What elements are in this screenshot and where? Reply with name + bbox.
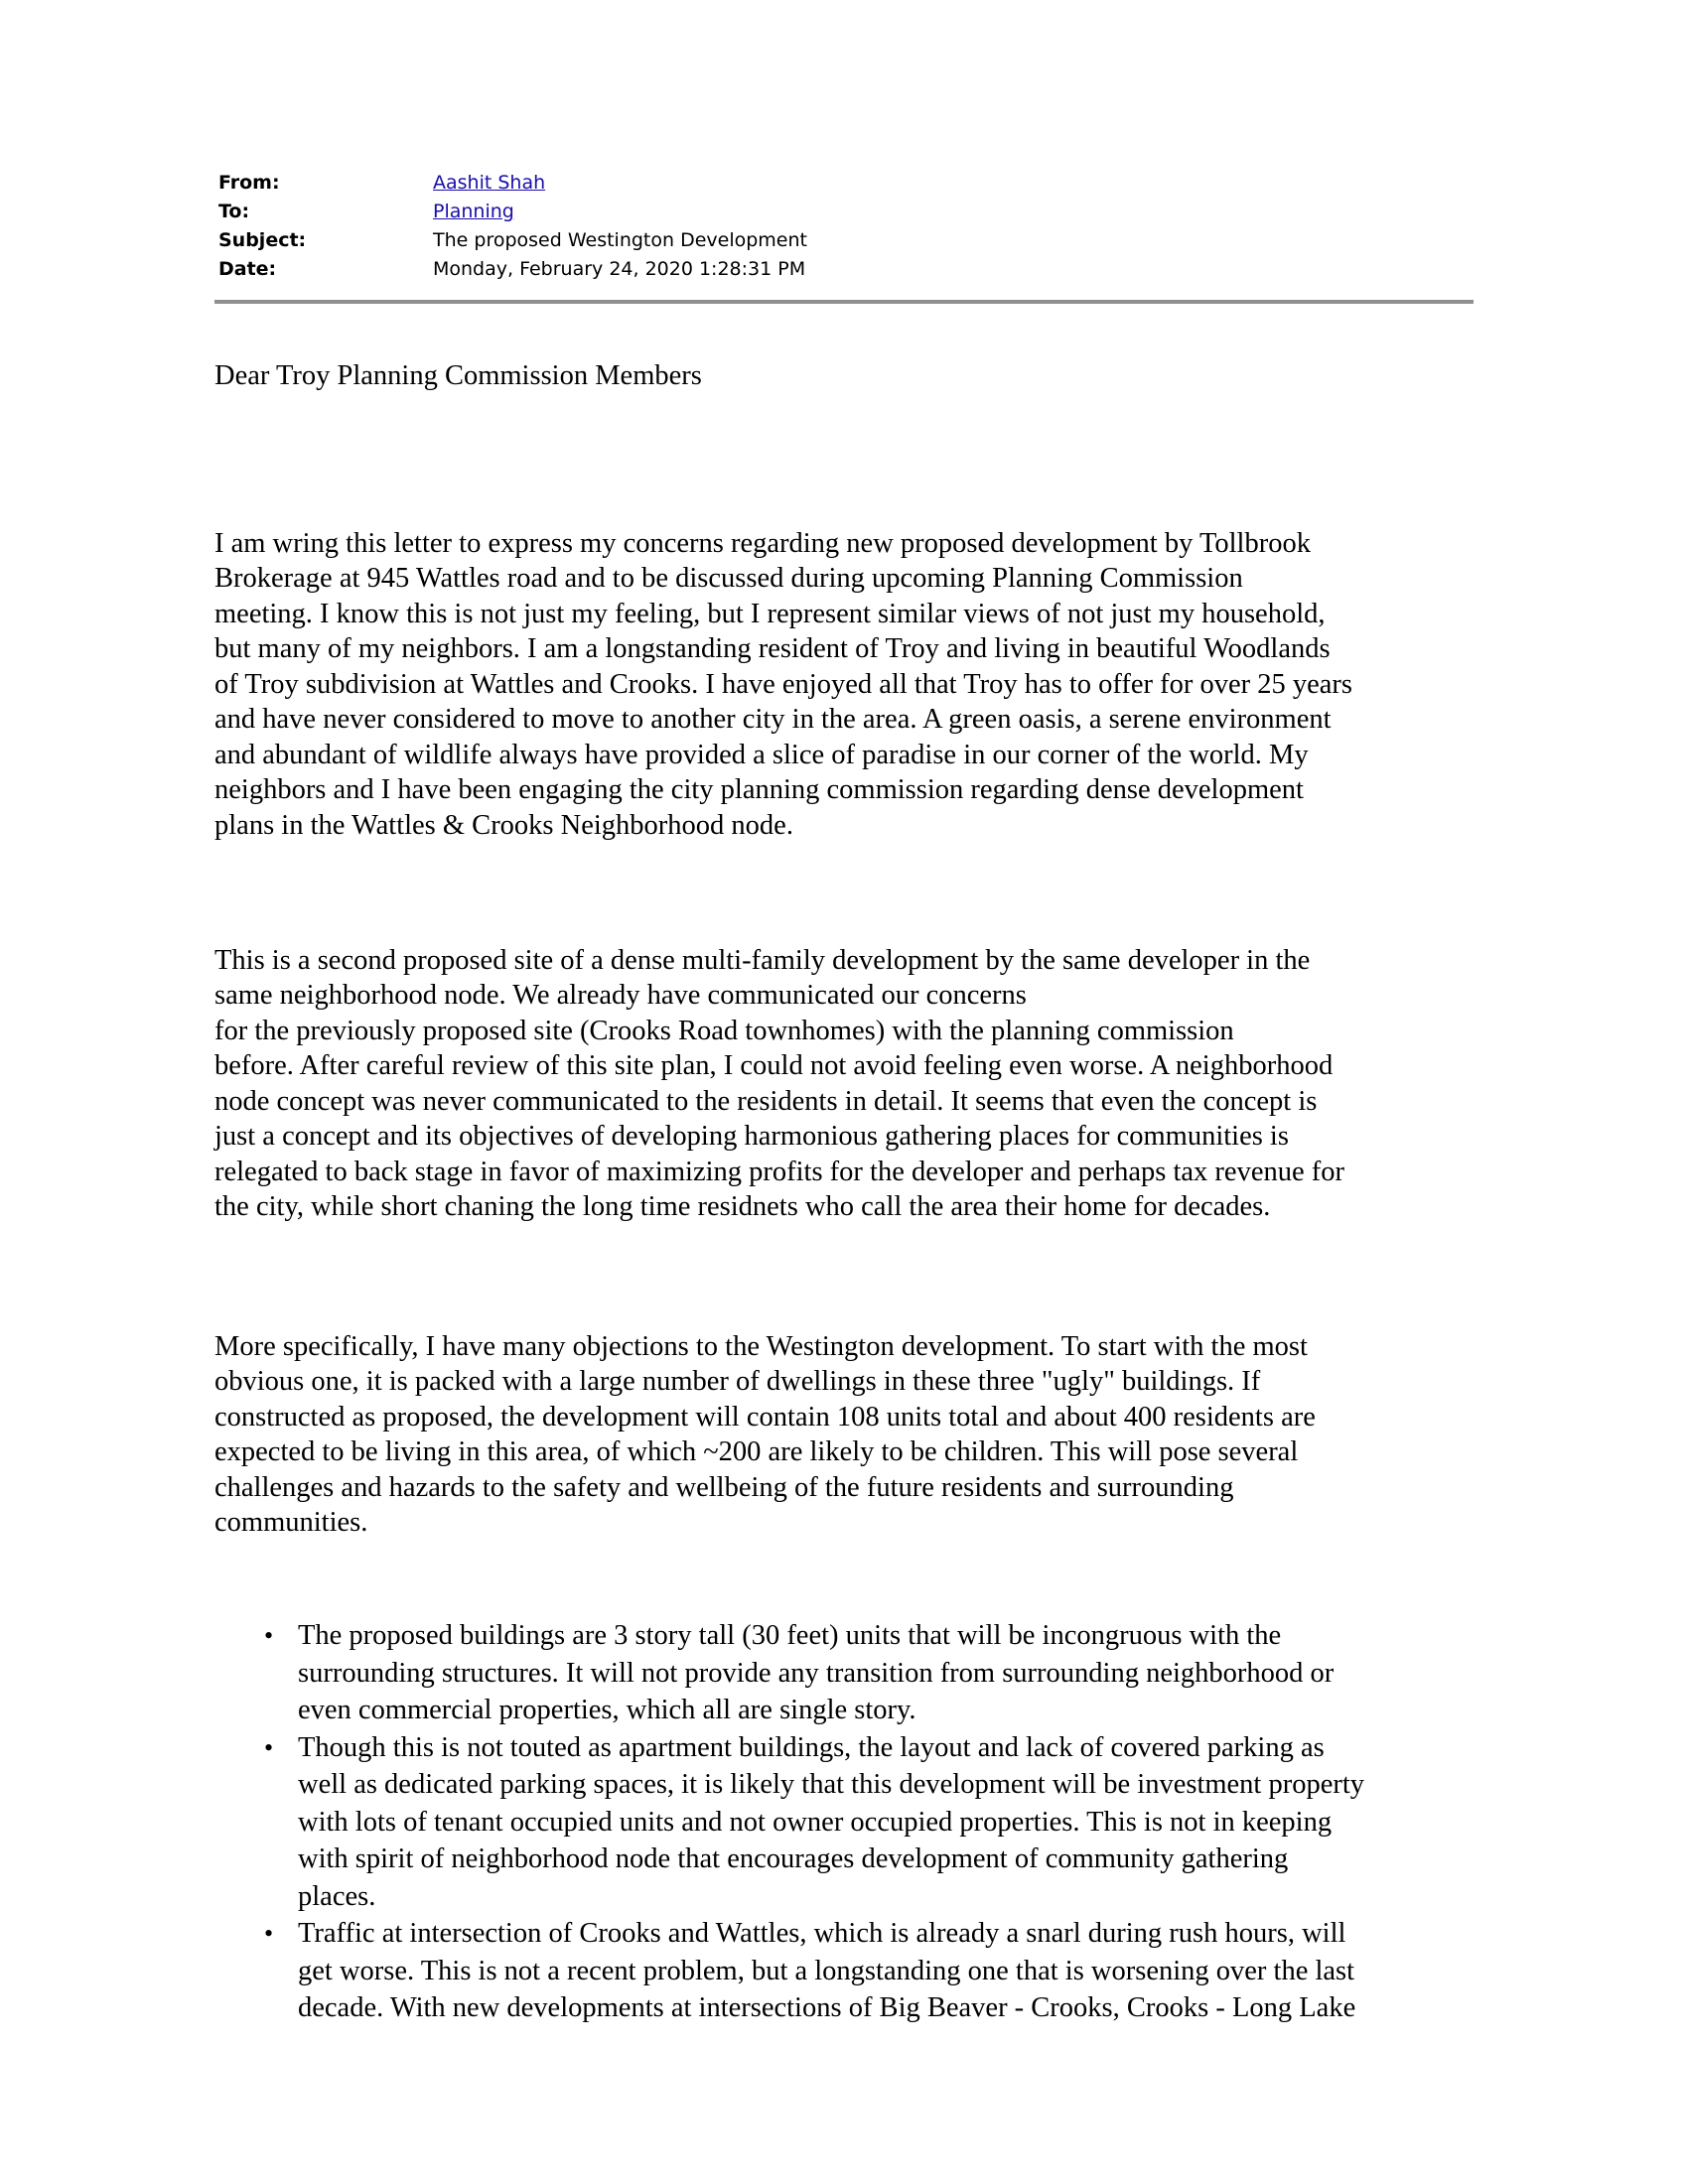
from-label: From: [218,172,280,194]
paragraph-line: just a concept and its objectives of developing harmonious gathering places for communities is [214,1121,1289,1152]
recipient-link[interactable]: Planning [433,201,514,222]
objections-list [214,1617,1485,2027]
list-item-line: places. [298,1880,376,1912]
list-item-line: with lots of tenant occupied units and not owner occupied properties. This is not in keeping [298,1806,1333,1838]
date-row [218,255,807,284]
paragraph-line: but many of my neighbors. I am a longstanding resident of Troy and living in beautiful Woodlands [214,633,1331,664]
paragraph-line: the city, while short chaning the long time residnets who call the area their home for decades. [214,1191,1271,1222]
list-item-line: with spirit of neighborhood node that encourages development of community gathering [298,1843,1289,1874]
list-item-line: Traffic at intersection of Crooks and Wattles, which is already a snarl during rush hours, will [298,1918,1346,1949]
paragraph-line: and abundant of wildlife always have provided a slice of paradise in our corner of the world. My [214,739,1309,770]
paragraph-line: and have never considered to move to another city in the area. A green oasis, a serene environment [214,704,1332,735]
paragraph-1 [214,526,1485,844]
paragraph-line: meeting. I know this is not just my feeling, but I represent similar views of not just my household, [214,598,1326,629]
from-row [218,169,807,198]
paragraph-line: challenges and hazards to the safety and wellbeing of the future residents and surrounding [214,1471,1234,1503]
paragraph-line: More specifically, I have many objections to the Westington development. To start with the most [214,1330,1308,1362]
list-item-line: decade. With new developments at intersections of Big Beaver - Crooks, Crooks - Long Lake [298,1992,1356,2023]
paragraph-line: before. After careful review of this site plan, I could not avoid feeling even worse. A neighborhood [214,1050,1334,1081]
bullet-icon: • [264,1732,274,1762]
paragraph-line: relegated to back stage in favor of maximizing profits for the developer and perhaps tax revenue for [214,1156,1344,1187]
list-item-line: get worse. This is not a recent problem, but a longstanding one that is worsening over the last [298,1955,1355,1986]
paragraph-line: This is a second proposed site of a dense multi-family development by the same developer in the [214,944,1311,976]
paragraph-3 [214,1329,1485,1541]
greeting: Dear Troy Planning Commission Members [214,360,702,391]
bullet-icon: • [264,1919,274,1948]
list-item-line: surrounding structures. It will not provide any transition from surrounding neighborhood or [298,1657,1335,1689]
paragraph-line: neighbors and I have been engaging the city planning commission regarding dense development [214,774,1304,805]
subject-value: The proposed Westington Development [433,229,807,251]
list-item [214,1617,1485,1729]
list-item-line: well as dedicated parking spaces, it is likely that this development will be investment property [298,1769,1365,1800]
to-label: To: [218,201,250,222]
paragraph-line: constructed as proposed, the development will contain 108 units total and about 400 residents are [214,1401,1316,1433]
header-divider [214,300,1474,304]
list-item [214,1729,1485,1916]
subject-row [218,226,807,255]
paragraph-2 [214,943,1485,1225]
paragraph-line: of Troy subdivision at Wattles and Crooks. I have enjoyed all that Troy has to offer for over 25 years [214,668,1352,700]
paragraph-line: node concept was never communicated to the residents in detail. It seems that even the concept is [214,1085,1318,1117]
paragraph-line: Brokerage at 945 Wattles road and to be discussed during upcoming Planning Commission [214,563,1243,594]
paragraph-line: for the previously proposed site (Crooks Road townhomes) with the planning commission [214,1015,1234,1046]
paragraph-line: obvious one, it is packed with a large number of dwellings in these three "ugly" buildings. If [214,1366,1261,1397]
date-value: Monday, February 24, 2020 1:28:31 PM [433,258,806,280]
to-row [218,198,807,226]
list-item [214,1915,1485,2027]
sender-link[interactable]: Aashit Shah [433,172,546,194]
paragraph-line: plans in the Wattles & Crooks Neighborhood node. [214,809,793,841]
bullet-icon: • [264,1621,274,1650]
list-item-line: The proposed buildings are 3 story tall (30 feet) units that will be incongruous with the [298,1620,1282,1651]
email-header [218,169,807,284]
paragraph-line: expected to be living in this area, of which ~200 are likely to be children. This will pose several [214,1436,1299,1467]
list-item-line: Though this is not touted as apartment buildings, the layout and lack of covered parking as [298,1731,1325,1763]
date-label: Date: [218,258,277,280]
subject-label: Subject: [218,229,307,251]
paragraph-line: communities. [214,1507,368,1538]
paragraph-line: I am wring this letter to express my concerns regarding new proposed development by Tollbrook [214,527,1311,559]
list-item-line: even commercial properties, which all are single story. [298,1695,916,1725]
paragraph-line: same neighborhood node. We already have communicated our concerns [214,980,1027,1011]
